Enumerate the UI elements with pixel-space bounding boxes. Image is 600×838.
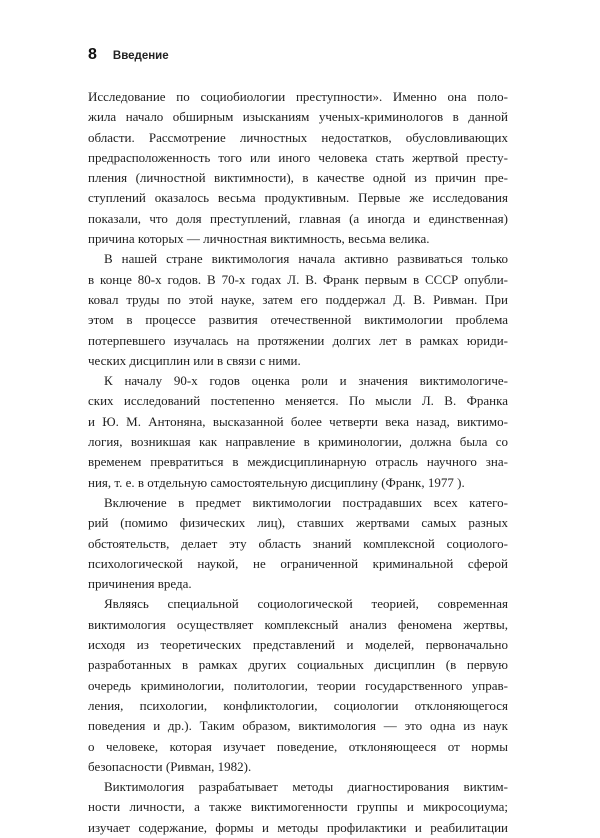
text-line: области. Рассмотрение личностных недостатков, обусловливающих	[88, 129, 508, 145]
text-line: разработанных в рамках других социальных дисциплин (в первую	[88, 657, 508, 673]
text-line: временем превратиться в междисциплинарную отрасль научного зна-	[88, 454, 508, 470]
text-line: очередь криминологии, политологии, теории государственного управ-	[88, 677, 508, 693]
text-line: Исследование по социобиологии преступности». Именно она поло-	[88, 89, 508, 104]
paragraph	[88, 249, 508, 371]
text-line: показали, что доля преступлений, главная (а иногда и единственная)	[88, 210, 508, 226]
text-line: безопасности (Ривман, 1982).	[88, 758, 252, 774]
text-line: поведения и др.). Таким образом, виктимология — это одна из наук	[88, 718, 508, 734]
text-line: Являясь специальной социологической теорией, современная	[104, 596, 508, 612]
text-line: обстоятельств, делает эту область знаний комплексной социолого-	[88, 535, 508, 551]
text-line: ления, психологии, конфликтологии, социологии отклоняющегося	[88, 697, 508, 713]
text-line: рий (помимо физических лиц), ставших жертвами самых разных	[88, 515, 508, 531]
text-line: Включение в предмет виктимологии пострадавших всех катего-	[104, 494, 508, 510]
text-line: К началу 90-х годов оценка роли и значения виктимологиче-	[104, 373, 508, 389]
text-line: потерпевшего изучалась на протяжении долгих лет в рамках юриди-	[88, 332, 508, 348]
text-line: ковал труды по этой науке, затем его поддержал Д. В. Ривман. При	[88, 291, 508, 307]
running-head: Введение	[112, 50, 169, 62]
body-text	[88, 87, 508, 838]
text-line: пления (личностной виктимности), в качестве одной из причин пре-	[88, 170, 508, 186]
paragraph	[88, 371, 508, 493]
text-line: предрасположенность того или иного человека стать жертвой престу-	[88, 149, 508, 165]
text-line: психологической наукой, не ограниченной криминальной сферой	[88, 555, 508, 571]
paragraph	[88, 493, 508, 594]
text-line: ческих дисциплин или в связи с ними.	[88, 352, 301, 368]
text-line: ступлений оказалось весьма продуктивным. Первые же исследования	[88, 190, 508, 206]
text-line: жила начало обширным изысканиям ученых-криминологов в данной	[88, 109, 508, 125]
text-line: причина которых — личностная виктимность, весьма велика.	[88, 231, 430, 247]
text-line: этом в процессе развития отечественной виктимологии проблема	[88, 312, 508, 328]
page-header	[88, 46, 169, 64]
paragraph	[88, 87, 508, 249]
page-number: 8	[88, 46, 97, 63]
text-line: логия, возникшая как направление в криминологии, должна была со	[88, 434, 508, 450]
paragraph	[88, 777, 508, 838]
text-line: о человеке, которая изучает поведение, отклоняющееся от нормы	[88, 738, 508, 754]
text-line: изучает содержание, формы и методы профилактики и реабилитации	[88, 819, 508, 835]
text-line: ских исследований постепенно меняется. По мысли Л. В. Франка	[88, 393, 508, 409]
text-line: ния, т. е. в отдельную самостоятельную дисциплину (Франк, 1977 ).	[88, 474, 465, 490]
text-line: ности личности, а также виктимогенности группы и микросоциума;	[88, 799, 508, 815]
text-line: и Ю. М. Антоняна, высказанной более четверти века назад, виктимо-	[88, 413, 508, 429]
text-line: виктимология осуществляет комплексный анализ феномена жертвы,	[88, 616, 508, 632]
text-line: исходя из теоретических представлений и моделей, первоначально	[88, 637, 508, 653]
text-line: Виктимология разрабатывает методы диагностирования виктим-	[104, 779, 508, 795]
text-line: В нашей стране виктимология начала активно развиваться только	[104, 251, 508, 267]
text-line: в конце 80-х годов. В 70-х годах Л. В. Франк первым в СССР опубли-	[88, 271, 508, 287]
text-line: причинения вреда.	[88, 576, 192, 592]
